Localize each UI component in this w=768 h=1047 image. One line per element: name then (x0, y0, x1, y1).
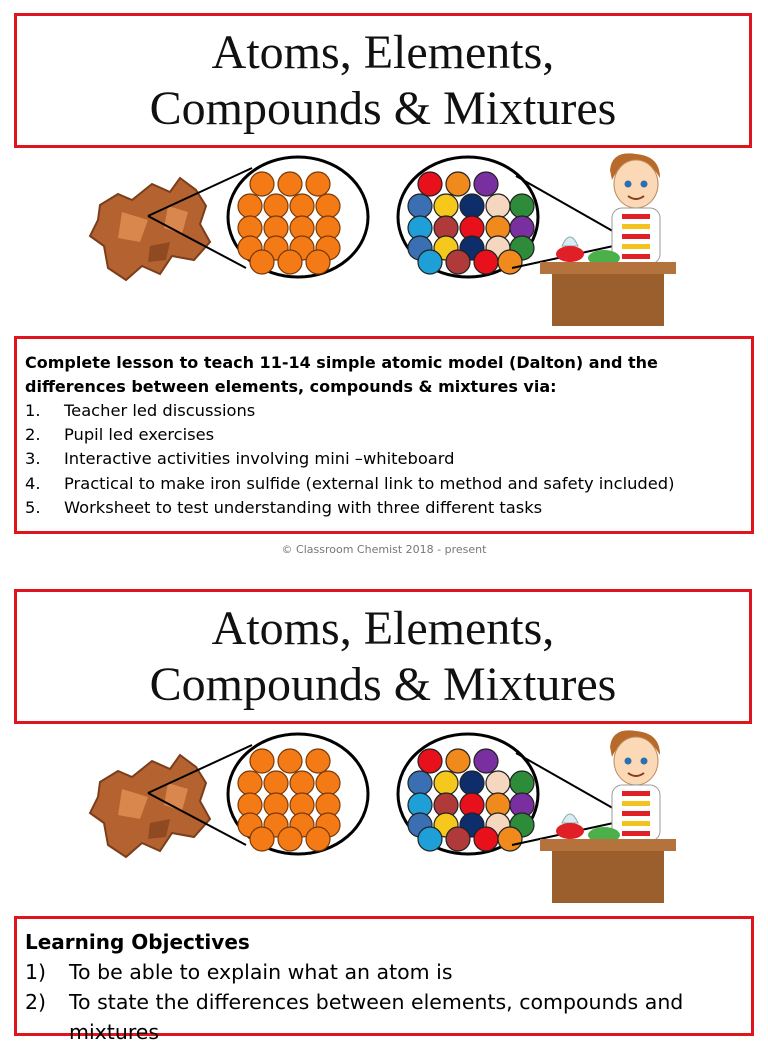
title-box (14, 13, 752, 148)
list-item (25, 496, 743, 520)
list-item (25, 987, 743, 1047)
list-item-text: Teacher led discussions (64, 401, 256, 420)
illustration-row (0, 150, 768, 330)
list-item-number: 1. (25, 401, 41, 420)
list-item-text: Worksheet to test understanding with three different tasks (64, 497, 543, 517)
copper-nugget-icon (90, 178, 210, 280)
objectives-list (25, 957, 743, 1047)
list-item-number: 3. (25, 449, 41, 469)
list-item-text: To state the differences between elements, compounds and mixtures (69, 990, 684, 1044)
list-item-text: Interactive activities involving mini –whiteboard (64, 449, 455, 469)
title-line-1: Atoms, Elements, (211, 601, 555, 655)
scientist-boy-icon (540, 730, 676, 903)
list-item (25, 957, 743, 987)
list-item-number: 2) (25, 990, 47, 1014)
copper-nugget-icon (90, 755, 210, 857)
list-item (25, 447, 743, 471)
element-particles-icon (228, 734, 368, 854)
learning-objectives-box (14, 916, 754, 1044)
lesson-activities-list (25, 399, 743, 520)
scientist-boy-icon (540, 153, 676, 326)
mixture-particles-icon (398, 157, 538, 277)
copyright-footer: © Classroom Chemist 2018 - present (281, 543, 487, 556)
list-item (25, 399, 743, 423)
title-line-2: Compounds & Mixtures (149, 657, 617, 711)
element-particles-icon (228, 157, 368, 277)
list-item-text: To be able to explain what an atom is (69, 960, 453, 984)
title-line-1: Atoms, Elements, (211, 25, 555, 79)
list-item (25, 423, 743, 447)
lesson-description-box (14, 336, 754, 534)
list-item (25, 472, 743, 496)
mixture-particles-icon (398, 734, 538, 854)
list-item-number: 5. (25, 497, 41, 517)
illustration-row (0, 727, 768, 907)
title-line-2: Compounds & Mixtures (149, 81, 617, 135)
title-box (14, 589, 752, 724)
list-item-text: Practical to make iron sulfide (external link to method and safety included) (64, 473, 675, 493)
list-item-number: 4. (25, 473, 41, 493)
list-item-text: Pupil led exercises (64, 425, 215, 445)
objectives-heading: Learning Objectives (25, 930, 250, 954)
description-heading: Complete lesson to teach 11-14 simple atomic model (Dalton) and the differences between elements, compounds & mixtures via: (25, 353, 658, 396)
list-item-number: 1) (25, 960, 47, 984)
list-item-number: 2. (25, 425, 41, 445)
